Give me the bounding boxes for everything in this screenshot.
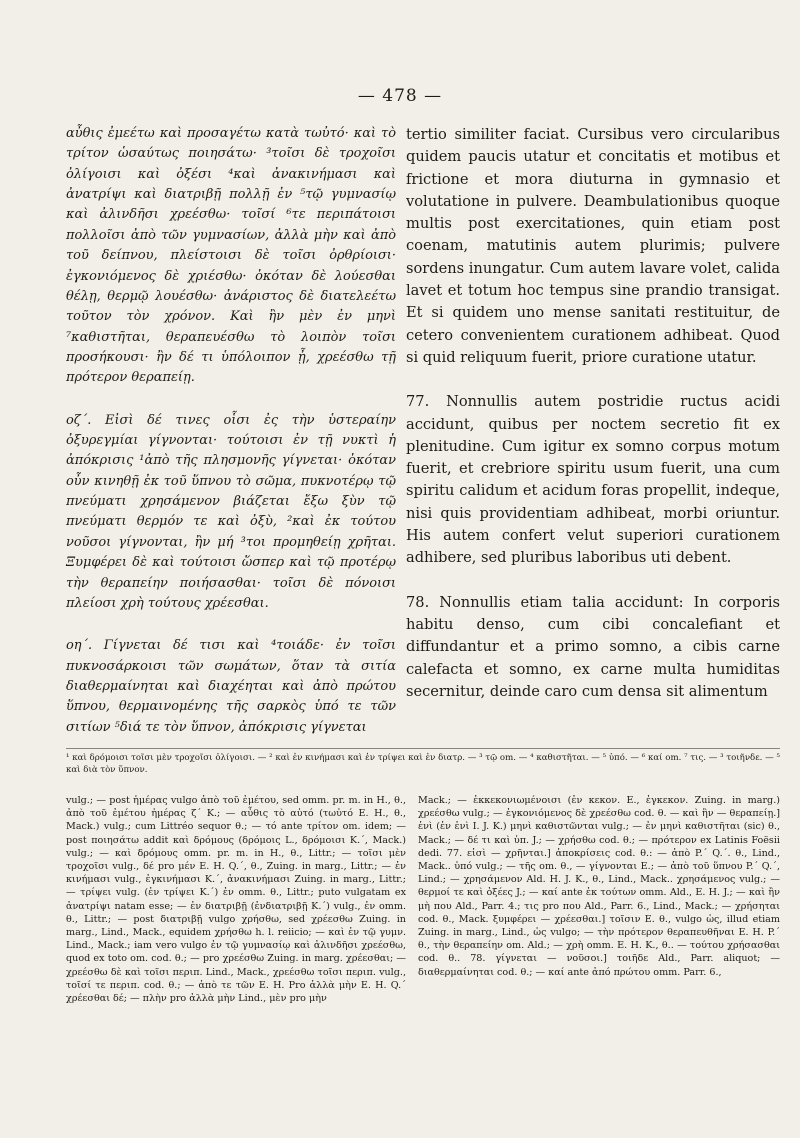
page-number: — 478 — [357,86,443,106]
latin-text-column [406,124,780,703]
footnote-divider [66,748,780,749]
footnotes: ¹ καὶ δρόμοισι τοῖσι μὲν τροχοῖσι ὀλίγοισι. — ² καὶ ἐν κινήμασι καὶ ἐν τρίψει καὶ ἐν διατρ. — ³ τῷ om. — ⁴ καθιστῆται. — ⁵ ὑπό. — ⁶ καί om. ⁷ τις. — ³ τοιῆνδε. — ⁵ καὶ διὰ τὸν ὕπνον. [66,753,780,775]
apparatus-left-text: vulg.; — post ἡμέρας vulgo ἀπὸ τοῦ ἐμέτου, sed omm. pr. m. in H., θ., ἀπὸ τοῦ ἐμέτου ἡμέρας ζ΄ K.; — αὖθις τὸ αὐτό (τωὐτό E. H., θ., Mack.) vulg.; cum Littréo sequor θ.; — τό ante τρίτον om. idem; — post ποιησάτω addit καὶ δρόμους (δρόμοις L., δρόμοισι K.΄, Mack.) vulg.; — καὶ δρόμους omm. pr. m. in H., θ., Littr.; — τοῖσι μὲν τροχοῖσι vulg., δέ pro μέν E. H. Q.΄, θ., Zuing. in marg., Littr.; — ἐν κινήμασι vulg., ἐγκινήμασι K.΄, ἀνακινήμασι Zuing. in marg., Littr.; — τρίψει vulg. (ἐν τρίψει K.΄) ἐν omm. θ., Littr.; puto vulgatam ex ἀνατρίψι natam esse; — ἐν διατριβῇ (ἐνδιατριβῇ K.΄) vulg., ἐν omm. θ., Littr.; — post διατριβῇ vulgo χρήσθω, sed χρέεσθω Zuing. in marg., Lind., Mack., equidem χρήσθω h. l. reiicio; — καὶ ἐν τῷ γυμν. Lind., Mack.; iam vero vulgo ἐν τῷ γυμνασίῳ καὶ ἀλινδῆσι χρεέσθω, quod ex toto om. cod. θ.; — pro χρεέσθω Zuing. in marg. χρέεσθαι; — χρεέσθω δὲ καὶ τοῖσι περιπ. Lind., Mack., χρεέσθω τοῖσι περιπ. vulg., τοῖσί τε περιπ. cod. θ.; — ἀπὸ τε τῶν E. H. Pro ἀλλὰ μὴν E. H. Q.΄ χρέεσθαι δέ; — πλὴν pro ἀλλὰ μὴν Lind., μὲν pro μὴν [66,795,406,1005]
greek-paragraph-3: οη΄. Γίγνεται δέ τισι καὶ ⁴τοιάδε· ἐν τοῖσι πυκνοσάρκοισι τῶν σωμάτων, ὅταν τὰ σιτία διαθερμαίνηται καὶ διαχέηται καὶ ἀπὸ πρώτου ὕπνου, θερμαινομένης τῆς σαρκὸς ὑπό τε τῶν σιτίων ⁵διά τε τὸν ὕπνον, ἀπόκρισις γίγνεται [66,638,396,735]
latin-paragraph-1: tertio similiter faciat. Cursibus vero circularibus quidem paucis utatur et concitatis et motibus et frictione et mora diuturna in gymnasio et volutatione in pulvere. Deambulationibus quoque multis post exercitationes, quin etiam post coenam, matutinis autem plurimis; pulvere sordens inungatur. Cum autem lavare volet, calida lavet et totum hoc tempus sine prandio transigat. Et si quidem uno mense sanitati restituitur, de cetero convenientem curationem adhibeat. Quod si quid reliquum fuerit, priore curatione utatur. [406,126,780,366]
apparatus-right-text: Mack.; — ἐκκεκονιωμένοισι (ἐν κεκον. E., ἐγκεκον. Zuing. in marg.) χρεέσθω vulg.; — ἐγκονιόμενος δὲ χρεέσθω cod. θ. — καὶ ἢν — θεραπείῃ.] ἐνὶ (ἐν ἑνὶ I. J. K.) μηνὶ καθιστῶνται vulg.; — ἐν μηνὶ καθιστῆται (sic) θ., Mack.; — δέ τι καὶ ὑπ. J.; — χρήσθω cod. θ.; — πρότερον ex Latinis Foësii dedi. 77. εἰσὶ — χρῆνται.] ἀποκρίσεις cod. θ.: — ἀπὸ P.΄ Q.΄. θ., Lind., Mack.. ὑπό vulg.; — τῆς om. θ., — γίγνονται E.; — ἀπὸ τοῦ ὕπνου P.΄ Q.΄, Lind.; — χρησάμενον Ald. H. J. K., θ., Lind., Mack.. χρησάμενος vulg.; — θερμοί τε καὶ ὀξέες J.; — καί ante ἐκ τούτων omm. Ald., E. H. J.; — καὶ ἢν μὴ που Ald., Parr. 4.; τις pro που Ald., Parr. 6., Lind., Mack.; — χρήσηται cod. θ., Mack. ξυμφέρει — χρέεσθαι.] τοῖσιν E. θ., vulgo ὡς, illud etiam Zuing. in marg., Lind., ὡς vulgo; — τὴν πρότερον θεραπευθῆναι E. H. P.΄ θ., τὴν θεραπείην om. Ald.; — χρὴ omm. E. H. K., θ.. — τούτου χρήσασθαι cod. θ.. 78. γίγνεται — νοῦσοι.] τοιῆδε Ald., Parr. aliquot; — διαθερμαίνηται cod. θ.; — καί ante ἀπό πρώτου omm. Parr. 6., [418,795,780,978]
latin-paragraph-3: 78. Nonnullis etiam talia accidunt: In corporis habitu denso, cum cibi concalefiant et diffundantur et a primo somno, a cibis carne calefacta et somno, ex carne multa humiditas secernitur, deinde caro cum densa sit alimentum [406,593,780,700]
greek-text-column [66,124,396,738]
latin-paragraph-2: 77. Nonnullis autem postridie ructus acidi accidunt, quibus per noctem secretio fit ex plenitudine. Cum igitur ex somno corpus motum fuerit, et crebriore spiritu usum fuerit, una cum spiritu calidum et acidum foras propellit, indeque, nisi quis providentiam adhibeat, morbi oriuntur. His autem confert velut superiori curationem adhibere, sed pluribus laboribus uti debent. [406,393,780,567]
critical-apparatus-right [418,794,780,979]
greek-paragraph-1: αὖθις ἐμεέτω καὶ προσαγέτω κατὰ τωὐτό· καὶ τὸ τρίτον ὡσαύτως ποιησάτω· ³τοῖσι δὲ τροχοῖσι ὀλίγοισι καὶ ὀξέσι ⁴καὶ ἀνακινήμασι καὶ ἀνατρίψι καὶ διατριβῇ πολλῇ ἐν ⁵τῷ γυμνασίῳ καὶ ἀλινδῆσι χρεέσθω· τοῖσί ⁶τε περιπάτοισι πολλοῖσι ἀπὸ τῶν γυμνασίων, ἀλλὰ μὴν καὶ ἀπὸ τοῦ δείπνου, πλείστοισι δὲ τοῖσι ὀρθρίοισι· ἐγκονιόμενος δὲ χριέσθω· ὁκόταν δὲ λούεσθαι θέλῃ, θερμῷ λουέσθω· ἀνάριστος δὲ διατελεέτω τοῦτον τὸν χρόνον. Καὶ ἢν μὲν ἐν μηνὶ ⁷καθιστῆται, θεραπευέσθω τὸ λοιπὸν τοῖσι προσήκουσι· ἢν δέ τι ὑπόλοιπον ᾖ, χρεέσθω τῇ πρότερον θεραπείῃ. [66,126,396,386]
greek-paragraph-2: οζ΄. Εἰσὶ δέ τινες οἷσι ἐς τὴν ὑστεραίην ὀξυρεγμίαι γίγνονται· τούτοισι ἐν τῇ νυκτὶ ἡ ἀπόκρισις ¹ἀπὸ τῆς πλησμονῆς γίγνεται· ὁκόταν οὖν κινηθῇ ἐκ τοῦ ὕπνου τὸ σῶμα, πυκνοτέρῳ τῷ πνεύματι χρησάμενον βιάζεται ἔξω ξὺν τῷ πνεύματι θερμόν τε καὶ ὀξὺ, ²καὶ ἐκ τούτου νοῦσοι γίγνονται, ἢν μή ³τοι προμηθείῃ χρῆται. Ξυμφέρει δὲ καὶ τούτοισι ὥσπερ καὶ τῷ προτέρῳ τὴν θεραπείην ποιήσασθαι· τοῖσι δὲ πόνοισι πλείοσι χρὴ τούτους χρέεσθαι. [66,412,396,611]
critical-apparatus-left [66,794,406,1005]
